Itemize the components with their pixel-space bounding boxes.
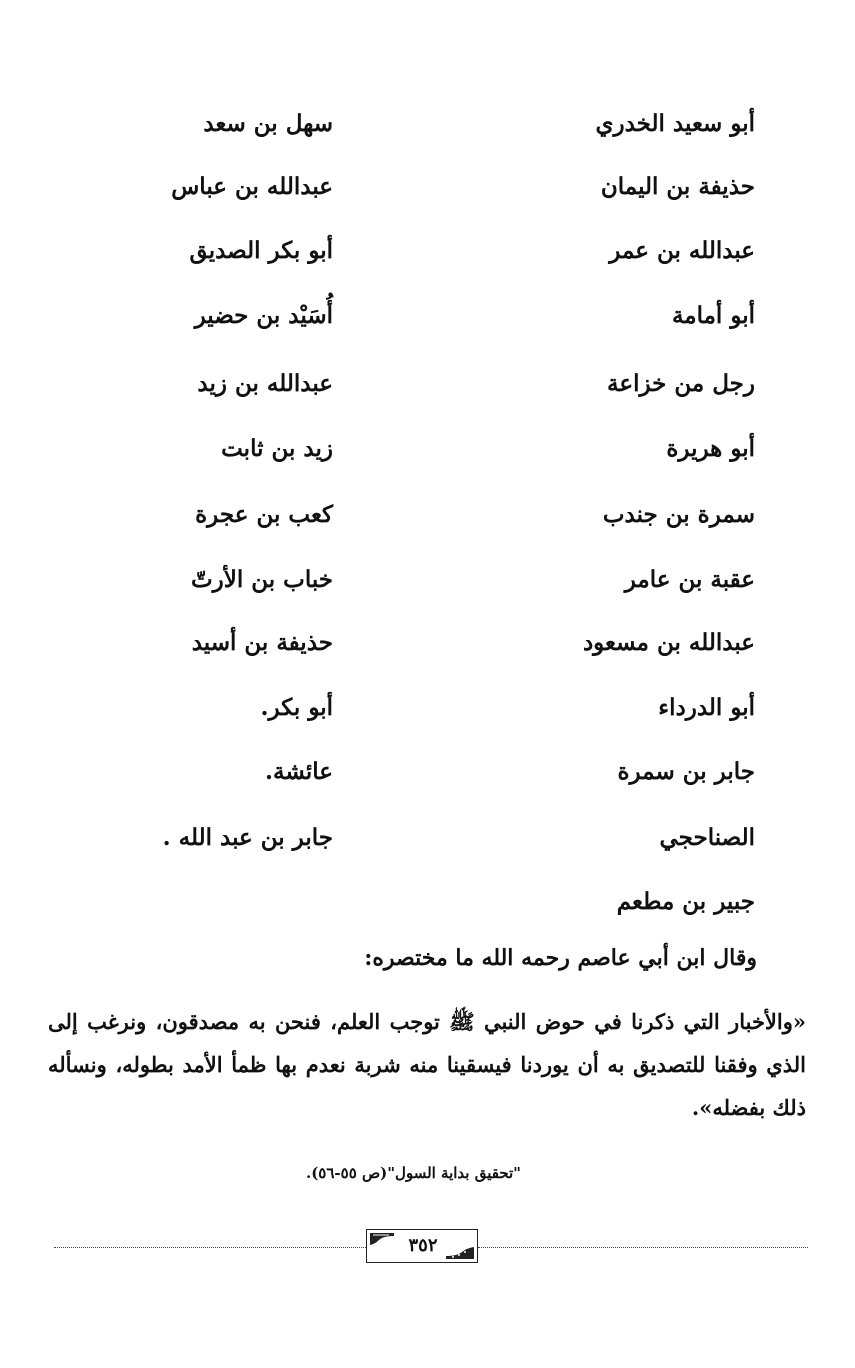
companion-name: أبو بكر الصديق [189, 237, 333, 264]
companion-name: كعب بن عجرة [195, 501, 333, 528]
companion-name: رجل من خزاعة [607, 370, 755, 397]
companion-name: عبدالله بن عمر [609, 237, 755, 264]
list-row [0, 429, 855, 469]
list-row [0, 231, 855, 271]
companion-name: الصناحجي [659, 824, 755, 851]
source-citation: "تحقيق بداية السول"(ص ٥٥-٥٦). [305, 1164, 521, 1182]
companion-name: جابر بن عبد الله . [162, 824, 333, 851]
list-row [0, 296, 855, 336]
companion-name: حذيفة بن أسيد [191, 629, 333, 656]
companion-name: عبدالله بن زيد [197, 370, 333, 397]
companion-name: أبو سعيد الخدري [595, 110, 755, 137]
intro-text: وقال ابن أبي عاصم رحمه الله ما مختصره: [364, 945, 757, 971]
companions-list [0, 104, 855, 924]
list-row [0, 364, 855, 404]
footer-dotted-rule-right [478, 1247, 808, 1248]
companion-name: سهل بن سعد [203, 110, 333, 137]
quote-paragraph: «والأخبار التي ذكرنا في حوض النبي ﷺ توجب العلم، فنحن به مصدقون، ونرغب إلى الذي وفقنا للتصديق به أن يوردنا فيسقينا منه شربة نعدم بها ظمأ الأمد بطوله، ونسأله ذلك بفضله». [48, 1009, 806, 1120]
companion-name: حذيفة بن اليمان [600, 173, 755, 200]
companion-name: عبدالله بن مسعود [582, 629, 755, 656]
list-row [0, 104, 855, 144]
companion-name: أبو بكر. [260, 694, 333, 721]
companion-name: عائشة. [265, 758, 333, 785]
list-row [0, 752, 855, 792]
companion-name: أبو هريرة [666, 435, 755, 462]
page-number-box [366, 1229, 478, 1263]
footer-dotted-rule-left [54, 1247, 366, 1248]
list-row [0, 882, 855, 922]
list-row [0, 560, 855, 600]
companion-name: أُسَيْد بن حضير [194, 302, 333, 329]
corner-ornament-icon [445, 1246, 475, 1260]
list-row [0, 623, 855, 663]
companion-name: أبو الدرداء [658, 694, 755, 721]
companion-name: جبير بن مطعم [616, 888, 755, 915]
page-number: ٣٥٢ [408, 1235, 438, 1256]
list-row [0, 495, 855, 535]
companion-name: خباب بن الأرتّ [190, 566, 333, 593]
list-row [0, 688, 855, 728]
companion-name: سمرة بن جندب [602, 501, 755, 528]
companion-name: أبو أمامة [671, 302, 755, 329]
companion-name: زيد بن ثابت [221, 435, 333, 462]
companion-name: جابر بن سمرة [617, 758, 755, 785]
list-row [0, 818, 855, 858]
companion-name: عقبة بن عامر [624, 566, 755, 593]
companion-name: عبدالله بن عباس [171, 173, 333, 200]
list-row [0, 167, 855, 207]
